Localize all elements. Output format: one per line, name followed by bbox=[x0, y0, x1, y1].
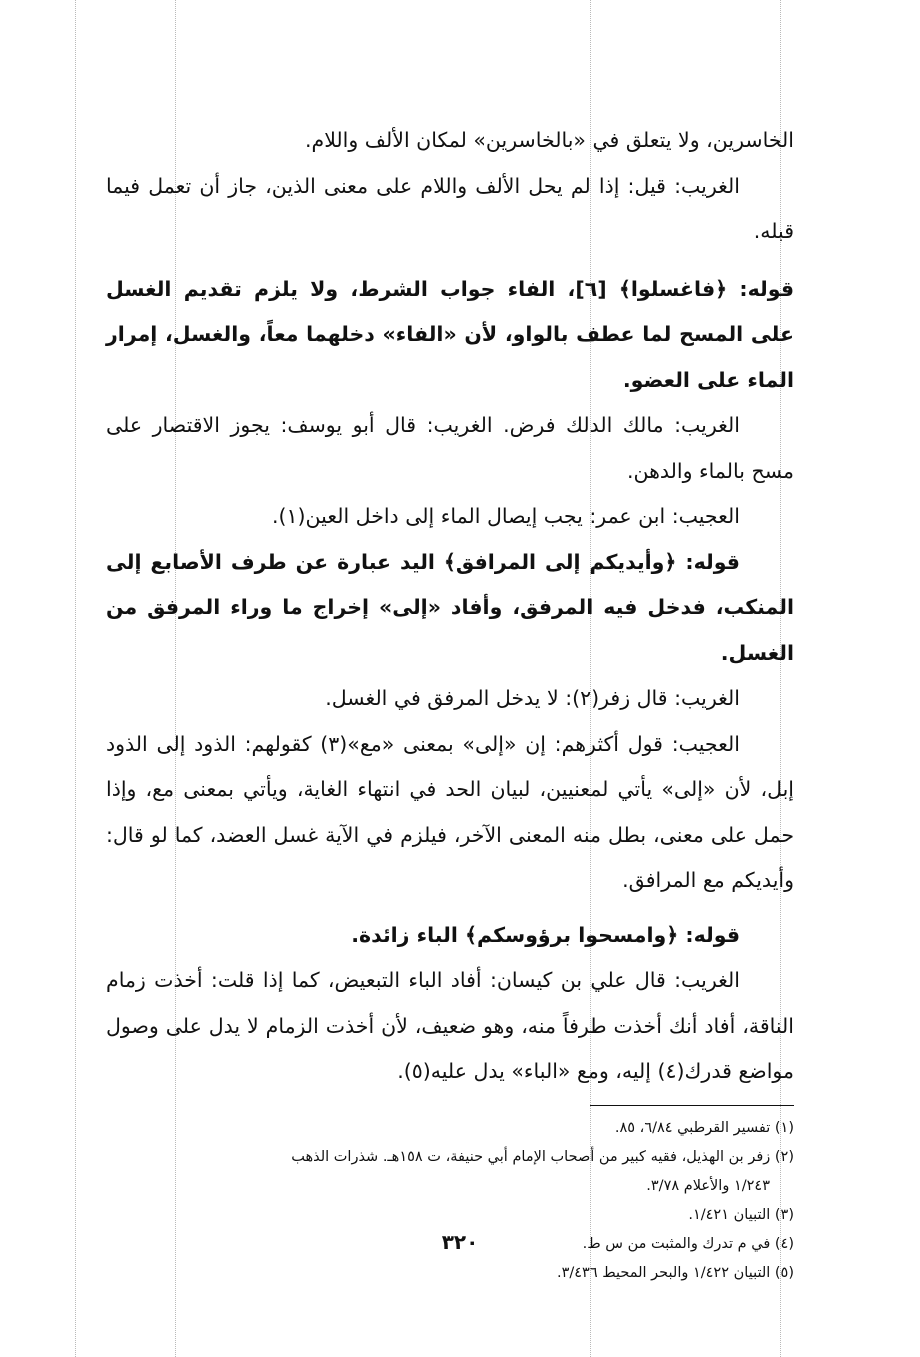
footnote: (٥) التبيان ١/٤٢٢ والبحر المحيط ٣/٤٣٦. bbox=[556, 1264, 794, 1281]
footnote: (٤) في م تدرك والمثبت من س ط. bbox=[582, 1235, 794, 1252]
footnote-separator bbox=[590, 1105, 794, 1106]
page-number: ٣٢٠ bbox=[441, 1230, 479, 1254]
body-paragraph: قوله: ﴿وامسحوا برؤوسكم﴾ الباء زائدة. bbox=[351, 922, 740, 947]
scan-guide-line bbox=[75, 0, 76, 1357]
document-page bbox=[106, 118, 794, 1288]
body-paragraph: العجيب: قول أكثرهم: إن «إلى» بمعنى «مع»(٣) كقولهم: الذود إلى الذود إبل، لأن «إلى» يأتي لمعنيين، لبيان الحد في انتهاء الغاية، ويأتي بمعنى مع، وإذا حمل على معنى، بطل منه المعنى الآخر، فيلزم في الآية غسل العضد، كما لو قال: وأيديكم مع المرافق. bbox=[106, 731, 794, 892]
body-paragraph: الخاسرين، ولا يتعلق في «بالخاسرين» لمكان الألف واللام. bbox=[304, 128, 794, 152]
footnote: (١) تفسير القرطبي ٦/٨٤، ٨٥. bbox=[614, 1119, 794, 1136]
body-paragraph: العجيب: ابن عمر: يجب إيصال الماء إلى داخل العين(١). bbox=[272, 504, 740, 528]
footnote: (٢) زفر بن الهذيل، فقيه كبير من أصحاب الإمام أبي حنيفة، ت ١٥٨هـ. شذرات الذهب bbox=[291, 1148, 794, 1165]
footnotes bbox=[106, 1114, 794, 1288]
body-paragraph: الغريب: مالك الدلك فرض. الغريب: قال أبو يوسف: يجوز الاقتصار على مسح بالماء والدهن. bbox=[106, 413, 794, 483]
body-paragraph: قوله: ﴿وأيديكم إلى المرافق﴾ اليد عبارة عن طرف الأصابع إلى المنكب، فدخل فيه المرفق، وأفاد «إلى» إخراج ما وراء المرفق من الغسل. bbox=[106, 549, 794, 665]
footnote: (٣) التبيان ١/٤٢١. bbox=[688, 1206, 794, 1223]
body-paragraph: الغريب: قيل: إذا لم يحل الألف واللام على معنى الذين، جاز أن تعمل فيما قبله. bbox=[106, 173, 794, 243]
body-paragraph: قوله: ﴿فاغسلوا﴾ [٦]، الفاء جواب الشرط، ولا يلزم تقديم الغسل على المسح لما عطف بالواو، لأن «الفاء» دخلهما معاً، والغسل، إمرار الماء على العضو. bbox=[106, 276, 794, 392]
body-paragraph: الغريب: قال علي بن كيسان: أفاد الباء التبعيض، كما إذا قلت: أخذت زمام الناقة، أفاد أنك أخذت طرفاً منه، وهو ضعيف، لأن أخذت الزمام لا يدل على وصول مواضع قدرك(٤) إليه، ومع «الباء» يدل عليه(٥). bbox=[106, 968, 794, 1083]
body-paragraph: الغريب: قال زفر(٢): لا يدخل المرفق في الغسل. bbox=[325, 686, 740, 710]
footnote-continuation: ١/٢٤٣ والأعلام ٣/٧٨. bbox=[646, 1177, 770, 1194]
